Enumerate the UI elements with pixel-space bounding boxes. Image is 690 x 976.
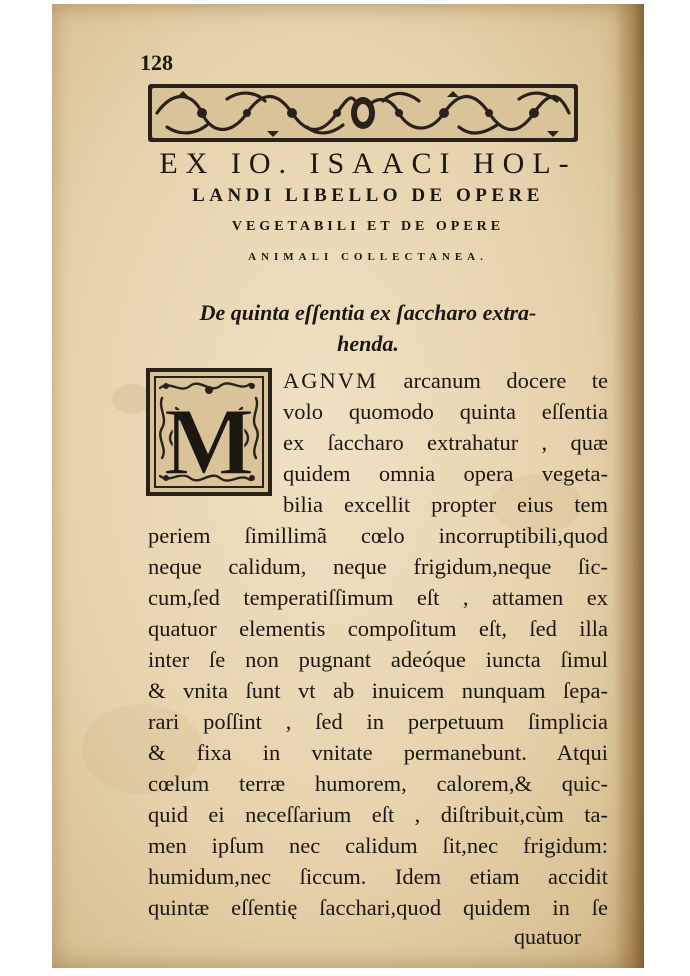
first-word: AGNVM [283,368,379,393]
text-line-16: men ipſum nec calidum ſit,nec frigidum: [148,833,608,858]
initial-letter: M [163,388,255,495]
ornamental-headpiece [147,83,579,143]
heading-line-4: ANIMALI COLLECTANEA. [248,251,488,263]
text-line-15: quid ei neceſſarium eſt , diſtribuit,cùm ta- [148,802,608,827]
heading-line-3: VEGETABILI ET DE OPERE [231,219,505,234]
book-page [52,4,644,968]
heading-line-2: LANDI LIBELLO DE OPERE [192,185,544,206]
text-line-14: cœlum terræ humorem, calorem,& quic- [148,771,608,796]
decorated-initial [146,368,272,496]
text-line-3: ex ſaccharo extrahatur , quæ [283,430,608,455]
page-gutter-shadow [614,4,644,968]
text-line-17: humidum,nec ſiccum. Idem etiam accidit [148,864,608,889]
page-number: 128 [140,50,173,75]
text-line-18: quintæ eſſentię ſacchari,quod quidem in ſe [148,895,608,920]
subtitle-line-1: De quinta eſſentia ex ſaccharo extra- [199,300,537,325]
text-line-8: cum,ſed temperatiſſimum eſt , attamen ex [148,585,608,610]
catchword: quatuor [514,924,582,949]
text-line-9: quatuor elementis compoſitum eſt, ſed illa [148,616,608,641]
text-line-10: inter ſe non pugnant adeóque iuncta ſimul [148,647,608,672]
text-line-6: periem ſimillimã cœlo incorruptibili,quod [148,523,608,548]
text-line-2: volo quomodo quinta eſſentia [283,399,608,424]
text-line-1: AGNVM arcanum docere te [283,368,608,393]
subtitle-line-2: henda. [337,331,399,356]
text-line-11: & vnita ſunt vt ab inuicem nunquam ſepa- [148,678,608,703]
text-line-4: quidem omnia opera vegeta- [283,461,608,486]
text-line-12: rari poſſint , ſed in perpetuum ſimplicia [148,709,608,734]
heading-line-1: EX IO. ISAACI HOL- [159,147,577,180]
text-line-13: & fixa in vnitate permanebunt. Atqui [148,740,608,765]
text-line-7: neque calidum, neque frigidum,neque ſic- [148,554,608,579]
text-line-5: bilia excellit propter eius tem [283,492,608,517]
